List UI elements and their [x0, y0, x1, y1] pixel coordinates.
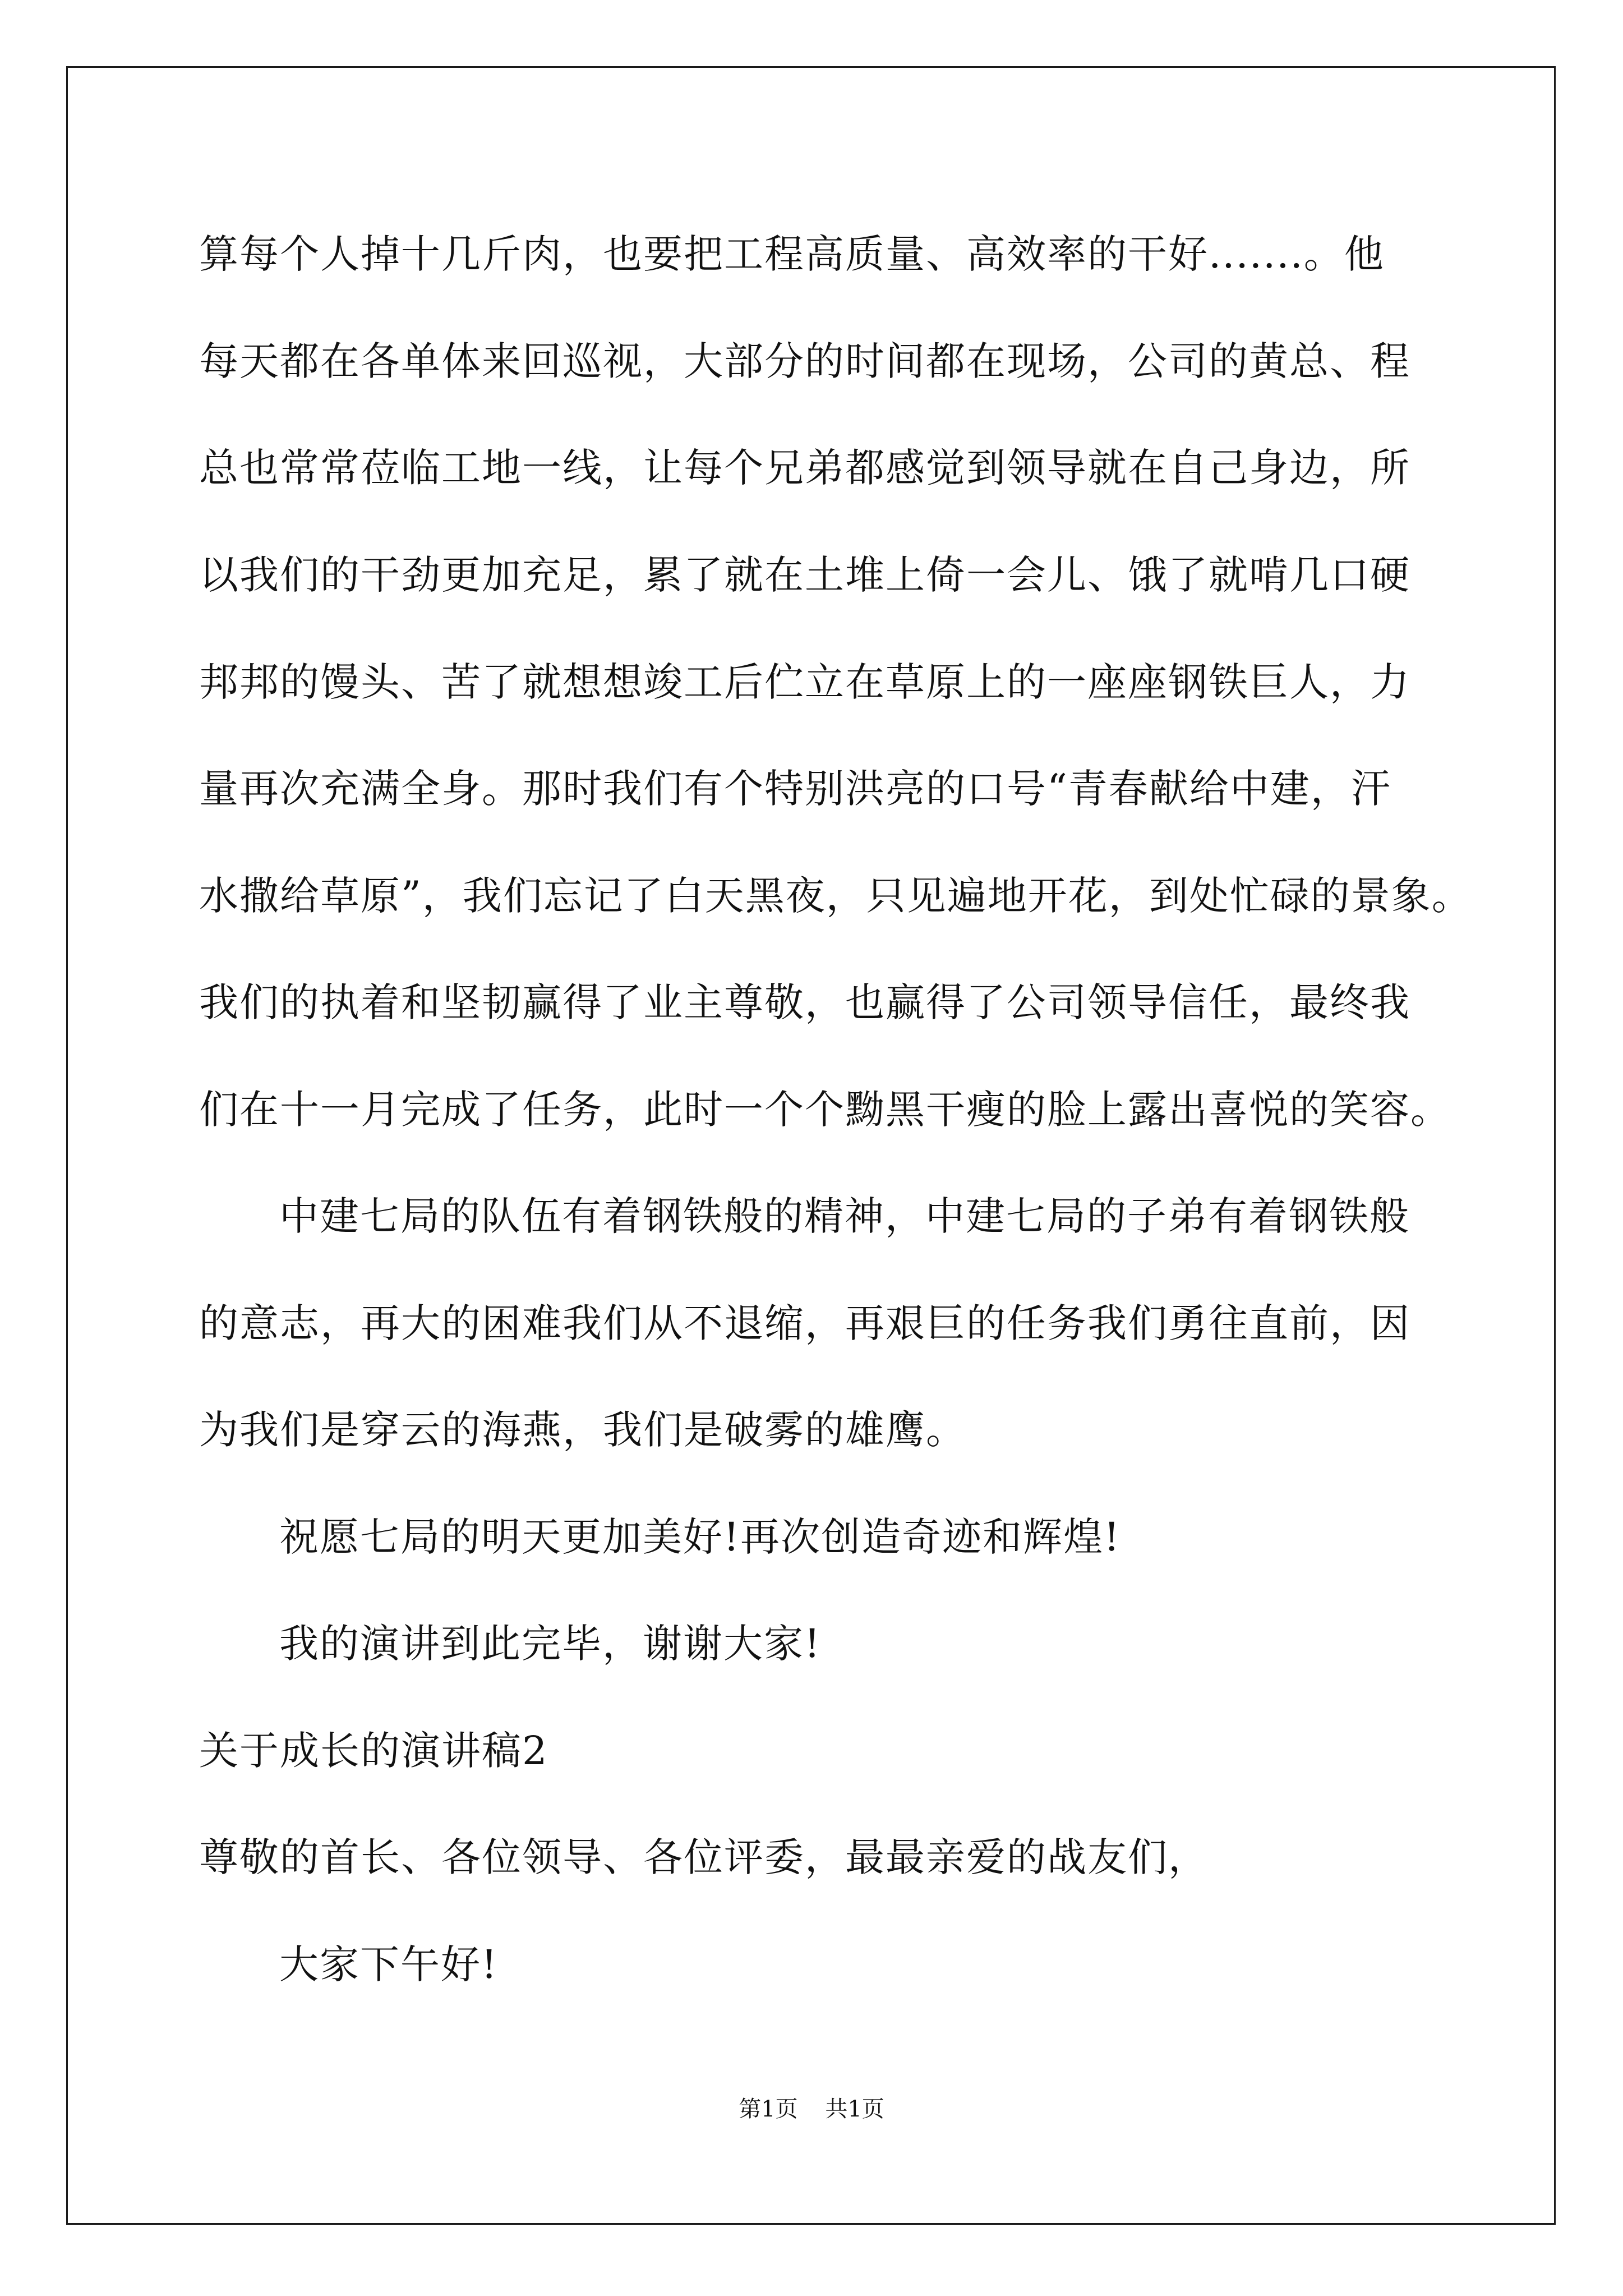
- body-line: 以我们的干劲更加充足，累了就在土堆上倚一会儿、饿了就啃几口硬: [199, 552, 1410, 598]
- body-line: 邦邦的馒头、苦了就想想竣工后伫立在草原上的一座座钢铁巨人，力: [199, 659, 1410, 705]
- section-heading: 关于成长的演讲稿2: [199, 1728, 548, 1774]
- body-line: 水撒给草原”，我们忘记了白天黑夜，只见遍地开花，到处忙碌的景象。: [199, 873, 1472, 919]
- body-line: 我们的执着和坚韧赢得了业主尊敬，也赢得了公司领导信任，最终我: [199, 979, 1410, 1025]
- body-line: 们在十一月完成了任务，此时一个个黝黑干瘦的脸上露出喜悦的笑容。: [199, 1087, 1451, 1133]
- body-line: 为我们是穿云的海燕，我们是破雾的雄鹰。: [199, 1407, 966, 1453]
- page-total: 共1页: [825, 2096, 884, 2122]
- paragraph-start-line: 我的演讲到此完毕，谢谢大家!: [279, 1621, 822, 1667]
- page-footer: [0, 2091, 1623, 2123]
- body-line: 算每个人掉十几斤肉，也要把工程高质量、高效率的干好.......。他: [199, 231, 1385, 277]
- page-border: [66, 66, 1556, 2225]
- page-number: 第1页: [739, 2096, 798, 2122]
- salutation-line: 尊敬的首长、各位领导、各位评委，最最亲爱的战友们，: [199, 1834, 1209, 1880]
- paragraph-start-line: 中建七局的队伍有着钢铁般的精神，中建七局的子弟有着钢铁般: [279, 1193, 1410, 1239]
- body-line: 量再次充满全身。那时我们有个特别洪亮的口号“青春献给中建，汗: [199, 766, 1391, 812]
- body-line: 每天都在各单体来回巡视，大部分的时间都在现场，公司的黄总、程: [199, 338, 1410, 384]
- body-line: 总也常常莅临工地一线，让每个兄弟都感觉到领导就在自己身边，所: [199, 445, 1410, 491]
- greeting-line: 大家下午好!: [279, 1941, 499, 1987]
- paragraph-start-line: 祝愿七局的明天更加美好!再次创造奇迹和辉煌!: [279, 1514, 1121, 1560]
- body-line: 的意志，再大的困难我们从不退缩，再艰巨的任务我们勇往直前，因: [199, 1300, 1410, 1346]
